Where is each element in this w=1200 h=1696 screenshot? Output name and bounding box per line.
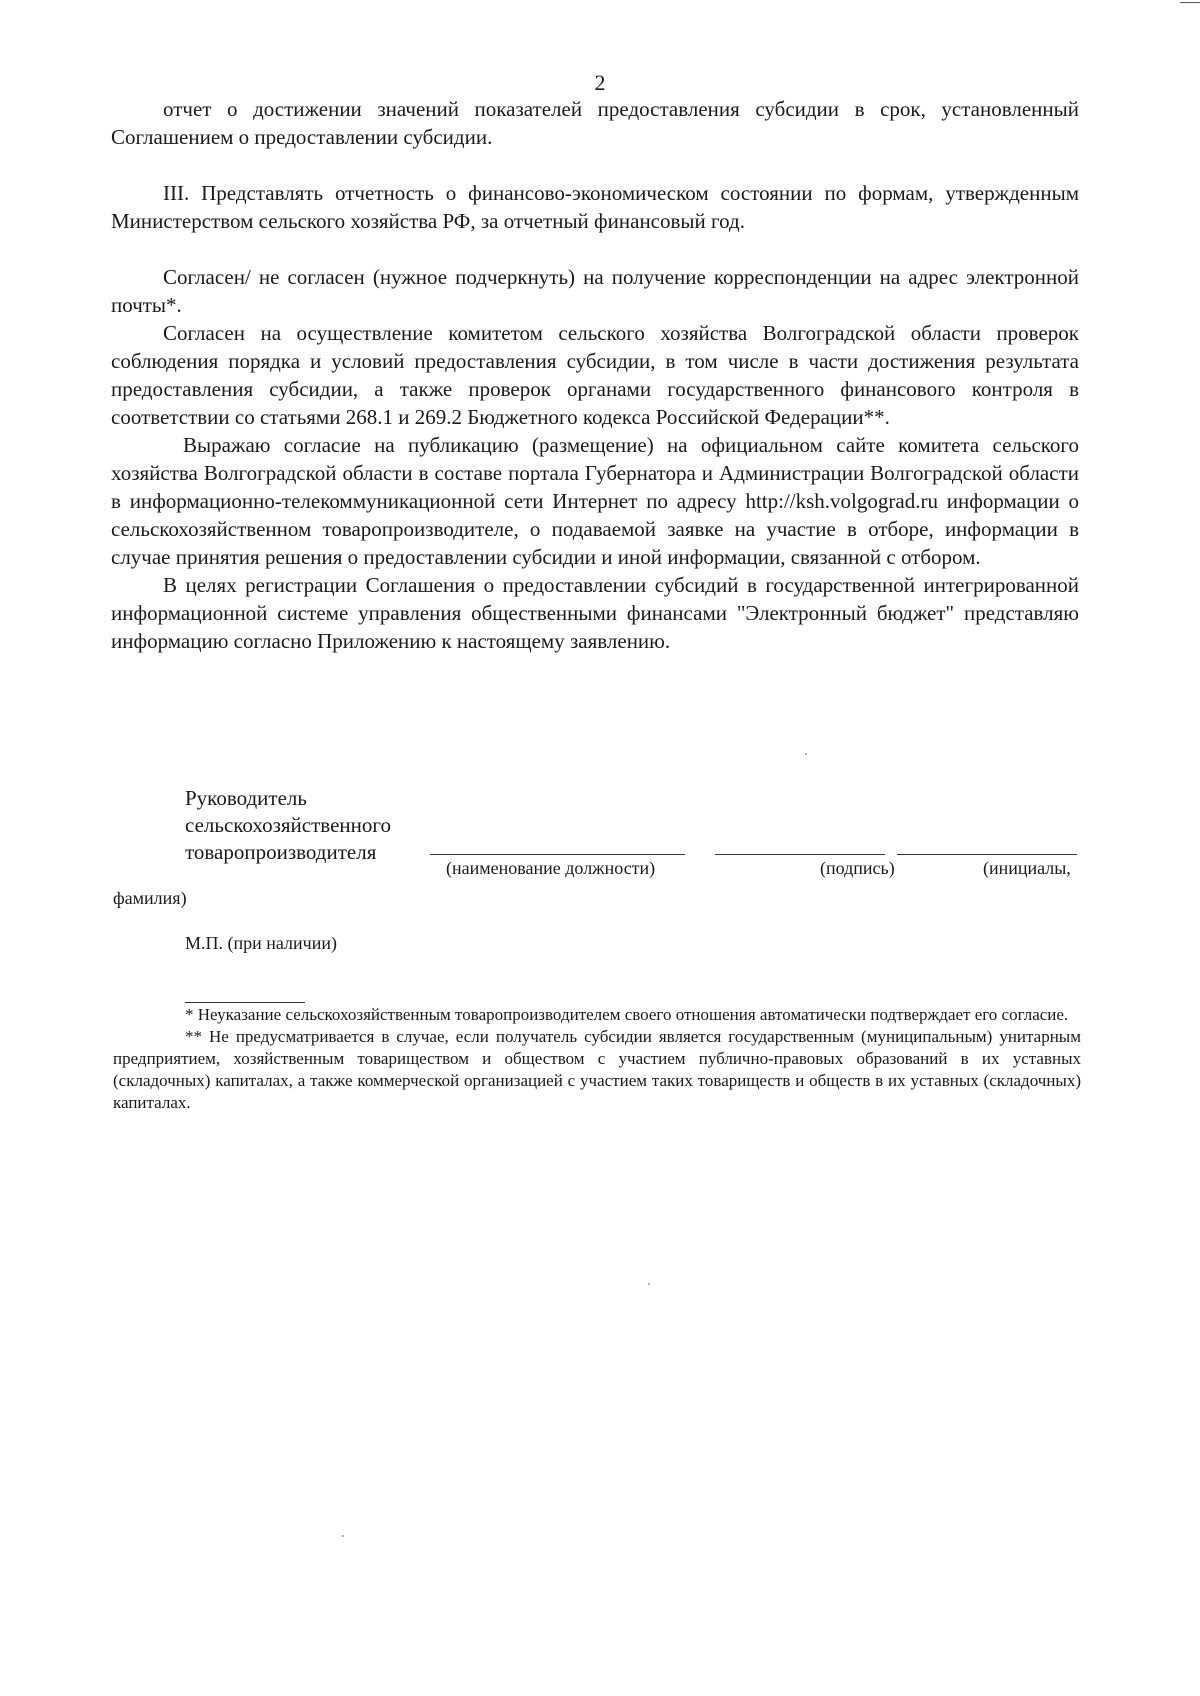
- footnote-2: ** Не предусматривается в случае, если получатель субсидии является государственным (муниципальным) унитарным предприятием, хозяйственным товариществом и обществом с участием публично-правовых образований в их уставных (складочных) капиталах, а также коммерческой организацией с участием таких товариществ и обществ в их уставных (складочных) капиталах.: [113, 1027, 1081, 1112]
- page-number: 2: [594, 70, 606, 95]
- paragraph-registration: В целях регистрации Соглашения о предоставлении субсидий в государственной интегрированной информационной системе управления общественными финансами "Электронный бюджет" представляю информацию согласно Приложению к настоящему заявлению.: [111, 573, 1079, 653]
- scan-speck: [648, 1283, 650, 1285]
- initials-signature-line: [897, 854, 1077, 855]
- signature-title-line3: товаропроизводителя: [185, 840, 377, 864]
- footnote-1: * Неуказание сельскохозяйственным товаропроизводителем своего отношения автоматически подтверждает его согласие.: [185, 1005, 1069, 1024]
- signature-title-line1: Руководитель: [185, 786, 307, 810]
- scan-speck: [342, 1535, 344, 1537]
- main-text: [111, 95, 1079, 655]
- caption-position: (наименование должности): [446, 858, 656, 878]
- paragraph-report: отчет о достижении значений показателей предоставления субсидии в срок, установленный Соглашением о предоставлении субсидии.: [111, 97, 1079, 149]
- scan-top-line: [1180, 2, 1200, 3]
- signature-line: [715, 854, 885, 855]
- stamp-place-label: М.П. (при наличии): [185, 933, 337, 953]
- caption-familiya: фамилия): [113, 888, 187, 908]
- paragraph-email-consent: Согласен/ не согласен (нужное подчеркнуть) на получение корреспонденции на адрес электронной почты*.: [111, 265, 1079, 317]
- footnote-rule: [185, 1002, 305, 1003]
- signature-title-line2: сельскохозяйственного: [185, 813, 391, 837]
- footnotes: [113, 1004, 1081, 1114]
- caption-signature: (подпись): [820, 858, 895, 878]
- position-signature-line: [430, 854, 685, 855]
- paragraph-inspection-consent: Согласен на осуществление комитетом сельского хозяйства Волгоградской области проверок соблюдения порядка и условий предоставления субсидии, в том числе в части достижения результата предоставления субсидии, а также проверок органами государственного финансового контроля в соответствии со статьями 268.1 и 269.2 Бюджетного кодекса Российской Федерации**.: [111, 321, 1079, 429]
- paragraph-publication-consent: Выражаю согласие на публикацию (размещение) на официальном сайте комитета сельского хозяйства Волгоградской области в составе портала Губернатора и Администрации Волгоградской области в информационно-телекоммуникационной сети Интернет по адресу http://ksh.volgograd.ru информации о сельскохозяйственном товаропроизводителе, о подаваемой заявке на участие в отборе, информации в случае принятия решения о предоставлении субсидии и иной информации, связанной с отбором.: [111, 433, 1079, 569]
- scan-speck: [805, 753, 807, 755]
- paragraph-section-iii: III. Представлять отчетность о финансово-экономическом состоянии по формам, утвержденным Министерством сельского хозяйства РФ, за отчетный финансовый год.: [111, 181, 1079, 233]
- signature-block: [185, 785, 391, 866]
- caption-initials: (инициалы,: [983, 858, 1071, 878]
